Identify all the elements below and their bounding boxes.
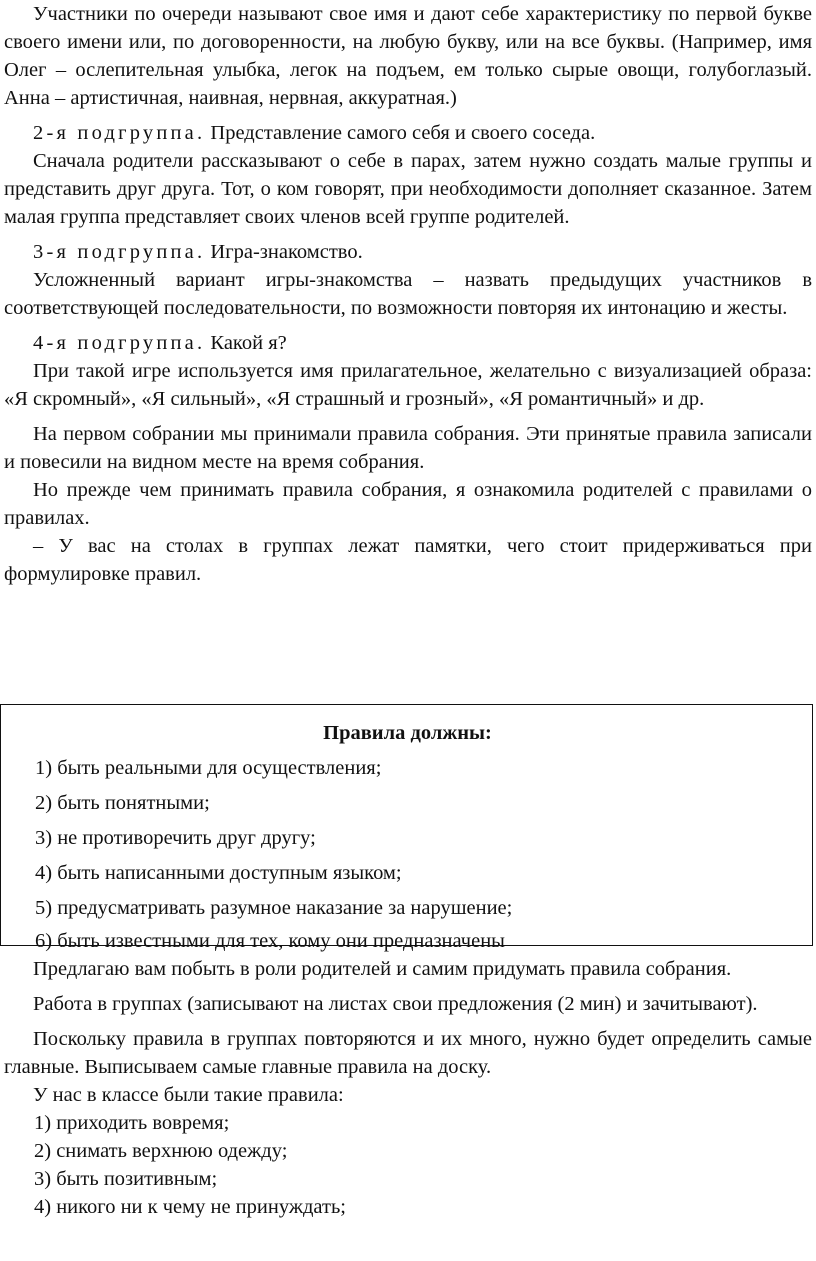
subgroup-4-label: 4-я подгруппа.: [33, 332, 206, 354]
paragraph-text: Предлагаю вам побыть в роли родителей и самим придумать правила собрания.: [33, 958, 732, 980]
paragraph-role-play: [0, 955, 816, 983]
paragraph-text: У нас в классе были такие правила:: [33, 1084, 344, 1106]
paragraph-rules-about-rules: [0, 476, 816, 532]
paragraph-group-work: [0, 990, 816, 1018]
paragraph-class-rules-intro: [0, 1081, 816, 1109]
paragraph-text: Работа в группах (записывают на листах свои предложения (2 мин) и зачитывают).: [33, 993, 758, 1015]
subgroup-2-label: 2-я подгруппа.: [33, 122, 206, 144]
paragraph-names-intro: [0, 0, 816, 112]
rules-box: [0, 704, 813, 952]
class-rule-item: 1) приходить вовремя;: [34, 1112, 230, 1134]
subgroup-2-heading: [0, 119, 816, 147]
class-rule-item: 2) снимать верхнюю одежду;: [34, 1140, 288, 1162]
subgroup-3-text: Игра-знакомство.: [205, 241, 363, 263]
rule-item: 2) быть понятными;: [35, 792, 210, 814]
subgroup-2-text: Представление самого себя и своего соседа.: [205, 122, 596, 144]
paragraph-text: Но прежде чем принимать правила собрания, я ознакомила родителей с правилами о правилах.: [4, 479, 812, 529]
paragraph-text: Участники по очереди называют свое имя и дают себе характеристику по первой букве своего имени или, по договоренности, на любую букву, или на все буквы. (Например, имя Олег – ослепительная улыбка, легок на подъем, ем только сырые овощи, голубоглазый. Анна – артистичная, наивная, нервная, аккуратная.): [4, 3, 812, 109]
rules-box-title: Правила должны:: [323, 722, 492, 744]
paragraph-adjective-game: [0, 357, 816, 413]
subgroup-3-label: 3-я подгруппа.: [33, 241, 206, 263]
after-box-section: [0, 955, 816, 1221]
paragraph-text: Усложненный вариант игры-знакомства – назвать предыдущих участников в соответствующей последовательности, по возможности повторяя их интонацию и жесты.: [4, 269, 812, 319]
rule-item: 4) быть написанными доступным языком;: [35, 862, 402, 884]
class-rule-item: 3) быть позитивным;: [34, 1168, 218, 1190]
class-rule-item: 4) никого ни к чему не принуждать;: [34, 1196, 346, 1218]
paragraph-text: Поскольку правила в группах повторяются и их много, нужно будет определить самые главные. Выписываем самые главные правила на доску.: [4, 1028, 812, 1078]
paragraph-text: – У вас на столах в группах лежат памятки, чего стоит придерживаться при формулировке правил.: [4, 535, 812, 585]
paragraph-first-meeting: [0, 420, 816, 476]
paragraph-memos: [0, 532, 816, 588]
rule-item: 3) не противоречить друг другу;: [35, 827, 316, 849]
rule-item: 5) предусматривать разумное наказание за нарушение;: [35, 897, 513, 919]
paragraph-pairs: [0, 147, 816, 231]
rule-item: 1) быть реальными для осуществления;: [35, 757, 382, 779]
rule-item: 6) быть известными для тех, кому они предназначены: [35, 930, 505, 952]
subgroup-4-heading: [0, 329, 816, 357]
subgroup-4-text: Какой я?: [205, 332, 287, 354]
paragraph-game-variant: [0, 266, 816, 322]
paragraph-main-rules: [0, 1025, 816, 1081]
paragraph-text: Сначала родители рассказывают о себе в парах, затем нужно создать малые группы и представить друг друга. Тот, о ком говорят, при необходимости дополняет сказанное. Затем малая группа представляет своих членов всей группе родителей.: [4, 150, 812, 228]
subgroup-3-heading: [0, 238, 816, 266]
paragraph-text: На первом собрании мы принимали правила собрания. Эти принятые правила записали и повесили на видном месте на время собрания.: [4, 423, 812, 473]
paragraph-text: При такой игре используется имя прилагательное, желательно с визуализацией образа: «Я скромный», «Я сильный», «Я страшный и грозный», «Я романтичный» и др.: [4, 360, 812, 410]
document-page: [0, 0, 816, 588]
